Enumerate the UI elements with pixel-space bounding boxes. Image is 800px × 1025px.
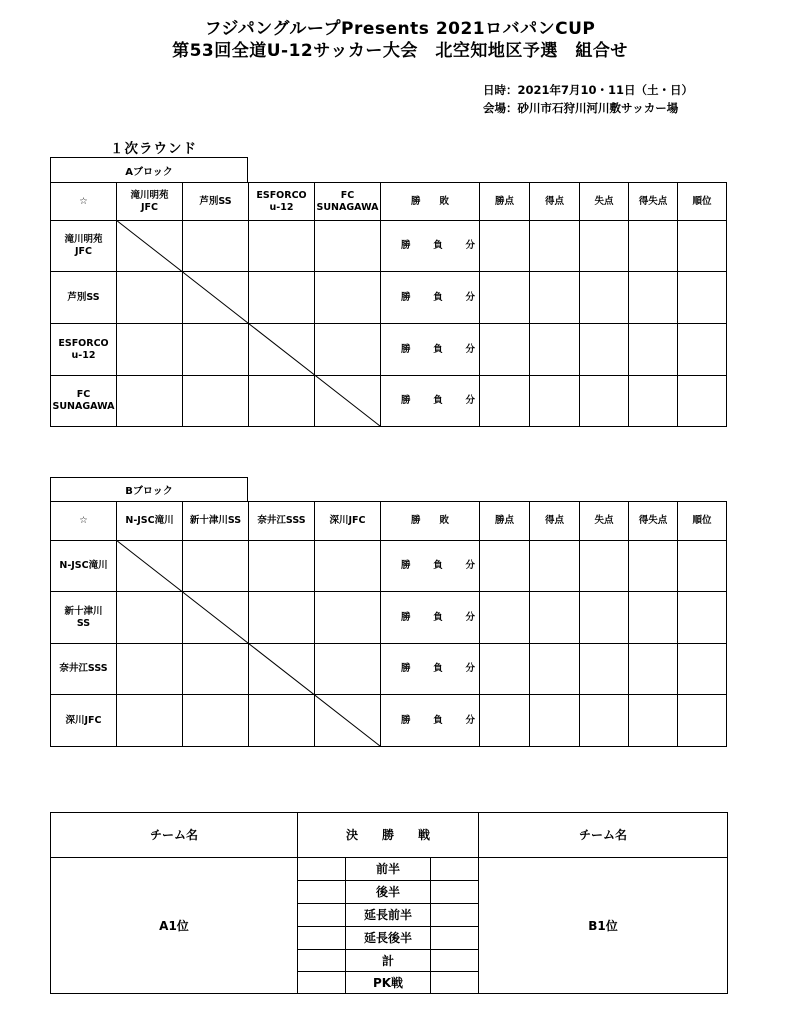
points-header: 勝点 xyxy=(480,502,530,541)
stat-cell[interactable] xyxy=(530,324,580,376)
event-date: 日時：2021年7月10・11日（土・日） xyxy=(483,83,694,97)
row-team: 芦別SS xyxy=(51,272,117,324)
winloss-header: 勝 敗 xyxy=(381,183,480,221)
right-team-slot: B1位 xyxy=(479,858,728,994)
score-cell[interactable] xyxy=(315,592,381,644)
right-score-cell[interactable] xyxy=(431,972,479,994)
score-cell[interactable] xyxy=(249,695,315,747)
stat-cell[interactable] xyxy=(480,221,530,272)
score-cell[interactable] xyxy=(249,324,315,376)
row-team: 深川JFC xyxy=(51,695,117,747)
stat-cell[interactable] xyxy=(678,376,727,427)
row-team: 新十津川 SS xyxy=(51,592,117,644)
stat-cell[interactable] xyxy=(629,644,678,695)
stat-cell[interactable] xyxy=(530,272,580,324)
score-cell[interactable] xyxy=(117,644,183,695)
col-team-4: 深川JFC xyxy=(315,502,381,541)
final-match-table xyxy=(50,812,728,994)
score-cell[interactable] xyxy=(249,644,315,695)
stat-cell[interactable] xyxy=(678,644,727,695)
score-cell[interactable] xyxy=(183,376,249,427)
goals-against-header: 失点 xyxy=(580,183,629,221)
col-team-3: ESFORCO u-12 xyxy=(249,183,315,221)
col-team-2: 新十津川SS xyxy=(183,502,249,541)
score-cell[interactable] xyxy=(315,324,381,376)
stat-cell[interactable] xyxy=(580,541,629,592)
winloss-cell[interactable]: 勝 負 分 xyxy=(381,541,480,592)
table-row xyxy=(51,376,727,427)
stat-cell[interactable] xyxy=(580,221,629,272)
score-cell[interactable] xyxy=(249,592,315,644)
table-row xyxy=(51,272,727,324)
score-cell[interactable] xyxy=(249,376,315,427)
score-cell[interactable] xyxy=(315,221,381,272)
col-team-1: N-JSC滝川 xyxy=(117,502,183,541)
block-b-label: Bブロック xyxy=(50,477,248,502)
score-cell[interactable] xyxy=(117,541,183,592)
stat-cell[interactable] xyxy=(530,541,580,592)
winloss-cell[interactable]: 勝 負 分 xyxy=(381,644,480,695)
col-team-3: 奈井江SSS xyxy=(249,502,315,541)
score-cell[interactable] xyxy=(183,272,249,324)
goals-for-header: 得点 xyxy=(530,183,580,221)
right-score-cell[interactable] xyxy=(431,881,479,904)
rank-header: 順位 xyxy=(678,183,727,221)
stat-cell[interactable] xyxy=(580,695,629,747)
right-score-cell[interactable] xyxy=(431,858,479,881)
stat-cell[interactable] xyxy=(480,592,530,644)
right-score-cell[interactable] xyxy=(431,927,479,950)
stat-cell[interactable] xyxy=(480,541,530,592)
left-score-cell[interactable] xyxy=(298,950,346,972)
right-score-cell[interactable] xyxy=(431,904,479,927)
score-cell[interactable] xyxy=(315,644,381,695)
table-row xyxy=(51,221,727,272)
left-score-cell[interactable] xyxy=(298,927,346,950)
stat-cell[interactable] xyxy=(480,644,530,695)
col-team-2: 芦別SS xyxy=(183,183,249,221)
points-header: 勝点 xyxy=(480,183,530,221)
goals-against-header: 失点 xyxy=(580,502,629,541)
col-team-4: FC SUNAGAWA xyxy=(315,183,381,221)
score-cell[interactable] xyxy=(315,541,381,592)
goal-diff-header: 得失点 xyxy=(629,183,678,221)
stat-cell[interactable] xyxy=(530,221,580,272)
score-cell[interactable] xyxy=(117,221,183,272)
stat-cell[interactable] xyxy=(629,221,678,272)
stat-cell[interactable] xyxy=(629,376,678,427)
score-cell[interactable] xyxy=(117,272,183,324)
row-team: 奈井江SSS xyxy=(51,644,117,695)
row-team: FC SUNAGAWA xyxy=(51,376,117,427)
block-a-table xyxy=(50,182,727,427)
stat-cell[interactable] xyxy=(678,541,727,592)
stat-cell[interactable] xyxy=(678,272,727,324)
score-cell[interactable] xyxy=(117,376,183,427)
round-label: １次ラウンド xyxy=(110,141,197,157)
stat-cell[interactable] xyxy=(678,592,727,644)
stat-cell[interactable] xyxy=(530,695,580,747)
title-line1: フジパングループPresents 2021ロバパンCUP xyxy=(204,19,596,39)
score-cell[interactable] xyxy=(117,324,183,376)
right-team-name-header: チーム名 xyxy=(479,813,728,858)
stat-cell[interactable] xyxy=(678,695,727,747)
score-cell[interactable] xyxy=(249,272,315,324)
score-cell[interactable] xyxy=(183,221,249,272)
winloss-cell[interactable]: 勝 負 分 xyxy=(381,695,480,747)
table-row xyxy=(51,695,727,747)
period-label: 後半 xyxy=(346,881,431,904)
score-cell[interactable] xyxy=(315,376,381,427)
score-cell[interactable] xyxy=(117,695,183,747)
score-cell[interactable] xyxy=(315,695,381,747)
stat-cell[interactable] xyxy=(580,324,629,376)
stat-cell[interactable] xyxy=(480,695,530,747)
goal-diff-header: 得失点 xyxy=(629,502,678,541)
row-team: N-JSC滝川 xyxy=(51,541,117,592)
col-team-1: 滝川明苑 JFC xyxy=(117,183,183,221)
winloss-header: 勝 敗 xyxy=(381,502,480,541)
goals-for-header: 得点 xyxy=(530,502,580,541)
score-cell[interactable] xyxy=(249,541,315,592)
score-cell[interactable] xyxy=(183,695,249,747)
stat-cell[interactable] xyxy=(629,695,678,747)
score-cell[interactable] xyxy=(183,592,249,644)
stat-cell[interactable] xyxy=(530,644,580,695)
score-cell[interactable] xyxy=(249,221,315,272)
stat-cell[interactable] xyxy=(480,272,530,324)
row-team: 滝川明苑 JFC xyxy=(51,221,117,272)
stat-cell[interactable] xyxy=(580,376,629,427)
score-cell[interactable] xyxy=(315,272,381,324)
winloss-cell[interactable]: 勝 負 分 xyxy=(381,324,480,376)
stat-cell[interactable] xyxy=(480,376,530,427)
stat-cell[interactable] xyxy=(629,324,678,376)
left-score-cell[interactable] xyxy=(298,858,346,881)
left-score-cell[interactable] xyxy=(298,972,346,994)
period-label: 前半 xyxy=(346,858,431,881)
left-team-slot: A1位 xyxy=(51,858,298,994)
left-score-cell[interactable] xyxy=(298,904,346,927)
stat-cell[interactable] xyxy=(629,541,678,592)
stat-cell[interactable] xyxy=(480,324,530,376)
table-row xyxy=(51,324,727,376)
score-cell[interactable] xyxy=(183,324,249,376)
period-label: 計 xyxy=(346,950,431,972)
rank-header: 順位 xyxy=(678,502,727,541)
stat-cell[interactable] xyxy=(580,644,629,695)
stat-cell[interactable] xyxy=(530,376,580,427)
stat-cell[interactable] xyxy=(530,592,580,644)
block-b-table xyxy=(50,501,727,747)
period-label: 延長前半 xyxy=(346,904,431,927)
stat-cell[interactable] xyxy=(678,324,727,376)
final-match-header: 決 勝 戦 xyxy=(298,813,479,858)
right-score-cell[interactable] xyxy=(431,950,479,972)
stat-cell[interactable] xyxy=(678,221,727,272)
event-venue: 会場：砂川市石狩川河川敷サッカー場 xyxy=(483,101,679,115)
winloss-cell[interactable]: 勝 負 分 xyxy=(381,272,480,324)
stat-cell[interactable] xyxy=(629,272,678,324)
table-row xyxy=(51,592,727,644)
block-a-label: Aブロック xyxy=(50,157,248,183)
table-row xyxy=(51,644,727,695)
period-label: PK戦 xyxy=(346,972,431,994)
winloss-cell[interactable]: 勝 負 分 xyxy=(381,592,480,644)
star-header: ☆ xyxy=(51,183,117,221)
stat-cell[interactable] xyxy=(580,272,629,324)
left-score-cell[interactable] xyxy=(298,881,346,904)
winloss-cell[interactable]: 勝 負 分 xyxy=(381,221,480,272)
winloss-cell[interactable]: 勝 負 分 xyxy=(381,376,480,427)
period-label: 延長後半 xyxy=(346,927,431,950)
star-header: ☆ xyxy=(51,502,117,541)
stat-cell[interactable] xyxy=(629,592,678,644)
left-team-name-header: チーム名 xyxy=(51,813,298,858)
score-cell[interactable] xyxy=(183,644,249,695)
table-row xyxy=(51,541,727,592)
row-team: ESFORCO u-12 xyxy=(51,324,117,376)
score-cell[interactable] xyxy=(183,541,249,592)
stat-cell[interactable] xyxy=(580,592,629,644)
title-line2: 第53回全道U-12サッカー大会 北空知地区予選 組合せ xyxy=(172,41,628,61)
score-cell[interactable] xyxy=(117,592,183,644)
